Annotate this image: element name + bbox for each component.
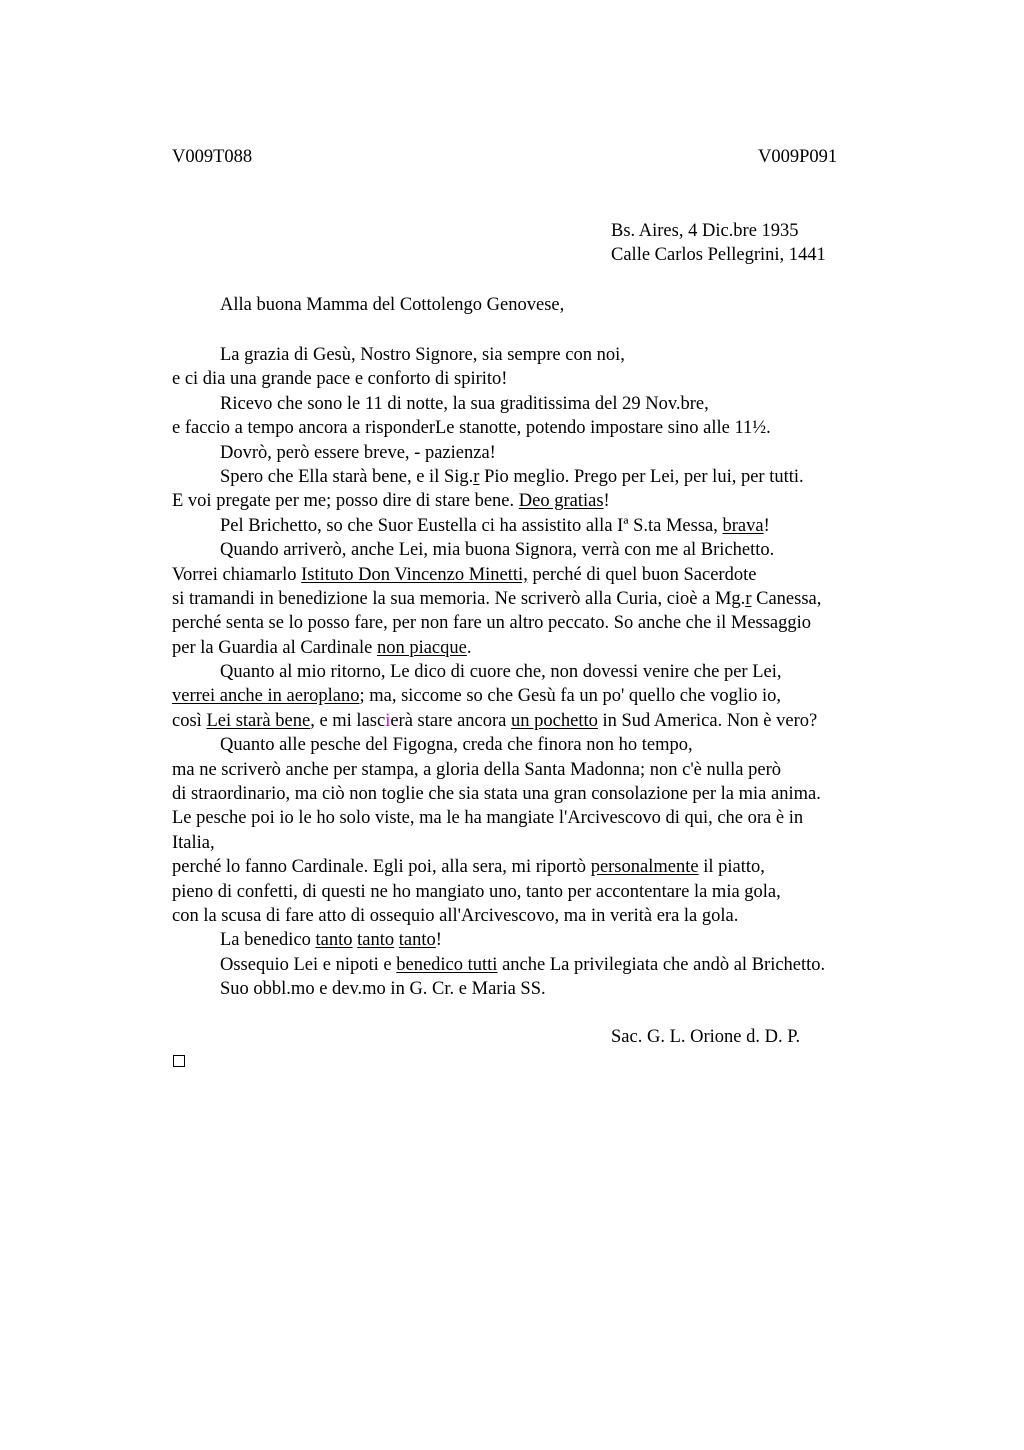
text-run: il piatto, [698,857,765,878]
body-line: Suo obbl.mo e dev.mo in G. Cr. e Maria SS. [220,979,546,1000]
body-line: pieno di confetti, di questi ne ho mangiato uno, tanto per accontentare la mia gola, [172,881,781,902]
text-run: erà stare ancora [390,710,512,731]
body-line: Italia, [172,832,215,853]
text-run: Pio meglio. Prego per Lei, per lui, per tutti. [479,466,804,487]
body-line: di straordinario, ma ciò non toglie che sia stata una gran consolazione per la mia anima. [172,784,821,805]
underlined-text: un pochetto [511,710,598,731]
body-line [172,465,912,489]
text-run: Spero che Ella starà bene, e il Sig. [220,466,474,487]
underlined-text: r [745,588,752,609]
place-date: Bs. Aires, 4 Dic.bre 1935 [611,221,799,241]
text-run: Vorrei chiamarlo [172,564,302,585]
underlined-text: personalmente [590,857,699,878]
text-run: per la Guardia al Cardinale [172,637,377,658]
underlined-text: tanto [398,930,436,951]
text-run: perché di quel buon Sacerdote [527,564,757,585]
body-line [172,489,912,513]
body-line [172,953,912,977]
text-run: in Sud America. Non è vero? [597,710,818,731]
text-run: . [466,637,472,658]
superscript-text: ª [623,515,629,536]
letter-body [172,343,912,1002]
body-line: e ci dia una grande pace e conforto di spirito! [172,369,508,390]
text-run: perché lo fanno Cardinale. Egli poi, alla sera, mi riportò [172,857,591,878]
body-line [172,636,912,660]
underlined-text: verrei anche in aeroplano [172,686,360,707]
body-line [172,855,912,879]
document-code-right: V009P091 [758,147,838,167]
text-run: ! [763,515,770,536]
body-line: Quando arriverò, anche Lei, mia buona Signora, verrà con me al Brichetto. [220,540,775,561]
text-run: , e mi lasc [310,710,386,731]
underlined-text: Deo gratias [518,491,604,512]
body-line: ma ne scriverò anche per stampa, a gloria della Santa Madonna; non c'è nulla però [172,759,781,780]
underlined-text: r [473,466,480,487]
body-line [172,709,912,733]
document-code-left: V009T088 [172,147,253,167]
empty-square-icon [173,1055,185,1067]
underlined-text: benedico tutti [396,954,498,975]
underlined-text: brava [722,515,764,536]
highlighted-letter: i [385,710,391,731]
body-line [172,684,912,708]
body-line [172,563,912,587]
body-line [172,514,912,538]
text-run: Canessa, [751,588,822,609]
body-line: Quanto alle pesche del Figogna, creda che finora non ho tempo, [220,735,693,756]
underlined-text: Istituto Don Vincenzo Minetti, [301,564,528,585]
text-run: E voi pregate per me; posso dire di stare bene. [172,491,519,512]
body-line: Quanto al mio ritorno, Le dico di cuore che, non dovessi venire che per Lei, [220,662,782,683]
body-line [172,928,912,952]
text-run: ! [435,930,442,951]
text-run: ! [603,491,610,512]
body-line [172,587,912,611]
body-line: Le pesche poi io le ho solo viste, ma le ha mangiate l'Arcivescovo di qui, che ora è in [172,808,804,829]
signature: Sac. G. L. Orione d. D. P. [611,1027,801,1047]
body-line: perché senta se lo posso fare, per non fare un altro peccato. So anche che il Messaggio [172,613,812,634]
underlined-text: tanto [315,930,353,951]
body-line: Ricevo che sono le 11 di notte, la sua graditissima del 29 Nov.bre, [220,393,709,414]
text-run: La benedico [220,930,316,951]
underlined-text: Lei starà bene [206,710,311,731]
text-run: anche La privilegiata che andò al Brichetto. [497,954,826,975]
text-run: Ossequio Lei e nipoti e [220,954,397,975]
body-line: La grazia di Gesù, Nostro Signore, sia sempre con noi, [220,345,625,365]
body-line: con la scusa di fare atto di ossequio all'Arcivescovo, ma in verità era la gola. [172,905,739,926]
text-run: così [172,710,207,731]
salutation: Alla buona Mamma del Cottolengo Genovese, [220,295,565,315]
underlined-text: non piacque [376,637,467,658]
text-run: S.ta Messa, [628,515,723,536]
underlined-text: tanto [357,930,395,951]
text-run: ; ma, siccome so che Gesù fa un po' quello che voglio io, [359,686,782,707]
text-run: si tramandi in benedizione la sua memoria. Ne scriverò alla Curia, cioè a Mg. [172,588,746,609]
sender-address: Calle Carlos Pellegrini, 1441 [611,245,826,265]
text-run: Pel Brichetto, so che Suor Eustella ci ha assistito alla I [220,515,624,536]
body-line: e faccio a tempo ancora a risponderLe stanotte, potendo impostare sino alle 11½. [172,418,771,439]
body-line: Dovrò, però essere breve, - pazienza! [220,442,496,463]
